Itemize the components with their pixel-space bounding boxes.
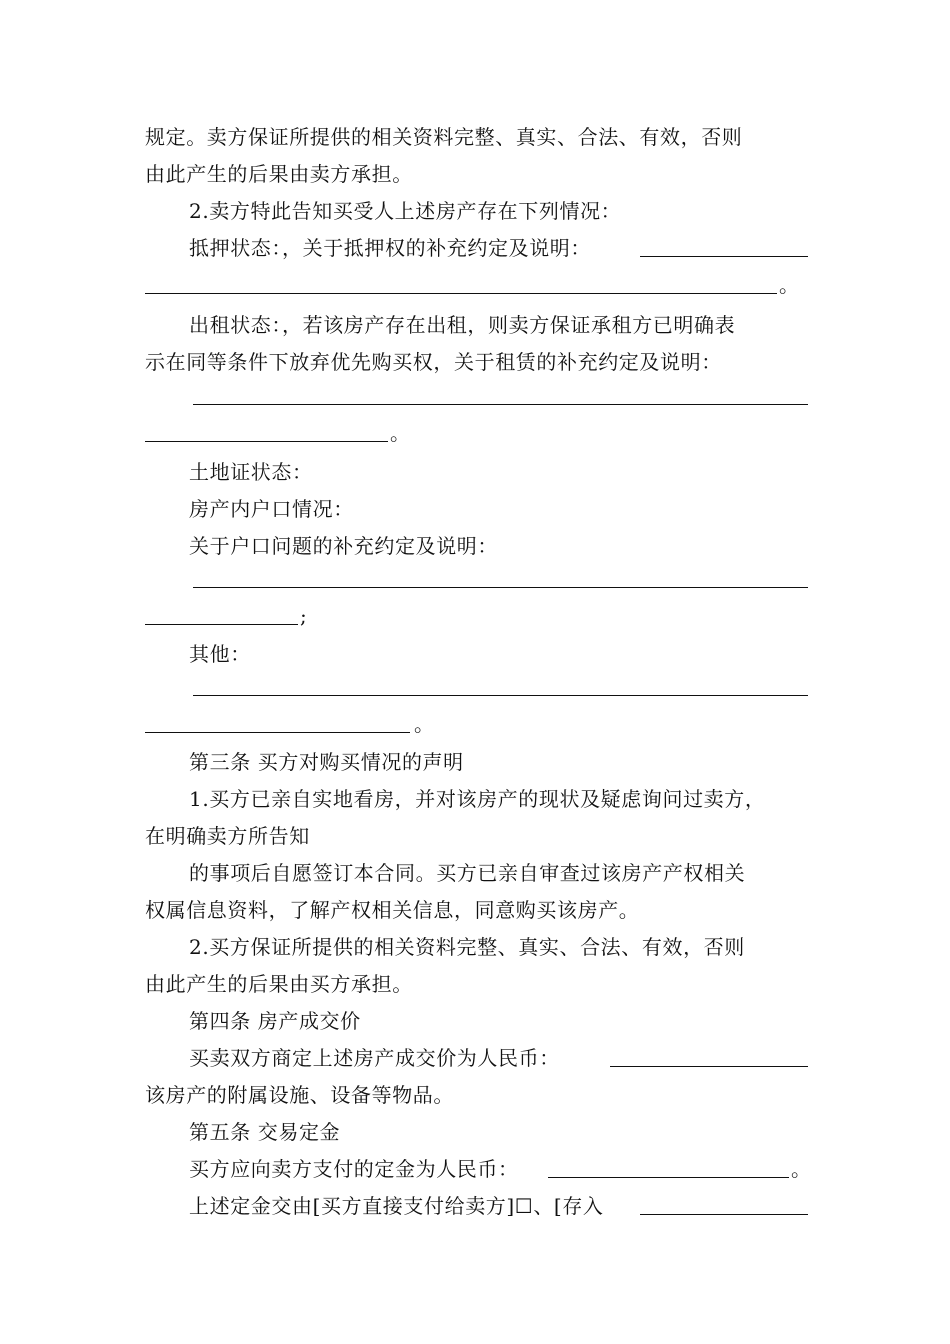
fill-in-blank-lease[interactable] (193, 404, 808, 405)
section-heading: 第四条 房产成交价 (189, 1009, 361, 1033)
text-line: 抵押状态：，关于抵押权的补充约定及说明： (189, 236, 591, 260)
text-line: 在明确卖方所告知 (145, 824, 310, 848)
text-line: 出租状态：，若该房产存在出租，则卖方保证承租方已明确表 (189, 313, 736, 337)
fill-in-blank-household[interactable] (193, 587, 808, 588)
text-line: 买卖双方商定上述房产成交价为人民币： (189, 1046, 560, 1070)
fill-in-blank-other[interactable] (193, 695, 808, 696)
text-line: 。 (414, 712, 434, 736)
fill-in-blank-price[interactable] (610, 1066, 808, 1067)
text-line: 土地证状态： (189, 460, 313, 484)
fill-in-blank-mortgage-continued[interactable] (145, 293, 777, 294)
fill-in-blank-deposit[interactable] (548, 1177, 789, 1178)
text-line: 由此产生的后果由卖方承担。 (145, 162, 413, 186)
section-heading: 第五条 交易定金 (189, 1120, 341, 1144)
text-line: 。 (791, 1157, 811, 1181)
fill-in-blank-other-continued[interactable] (145, 732, 410, 733)
text-line: 买方应向卖方支付的定金为人民币： (189, 1157, 519, 1181)
text-line: 1.买方已亲自实地看房，并对该房产的现状及疑虑询问过卖方， (189, 787, 766, 811)
text-line: 由此产生的后果由买方承担。 (145, 972, 413, 996)
text-line: 规定。卖方保证所提供的相关资料完整、真实、合法、有效，否则 (145, 125, 743, 149)
text-line: 关于户口问题的补充约定及说明： (189, 534, 498, 558)
text-line: 示在同等条件下放弃优先购买权，关于租赁的补充约定及说明： (145, 350, 722, 374)
section-heading: 第三条 买方对购买情况的声明 (189, 750, 464, 774)
text-line: 该房产的附属设施、设备等物品。 (145, 1083, 454, 1107)
fill-in-blank-household-continued[interactable] (145, 624, 298, 625)
text-line: 其他： (189, 642, 251, 666)
fill-in-blank-mortgage[interactable] (640, 256, 808, 257)
text-line: 2.买方保证所提供的相关资料完整、真实、合法、有效，否则 (189, 935, 745, 959)
fill-in-blank-deposit-holder[interactable] (640, 1214, 808, 1215)
text-line: ; (300, 604, 307, 628)
text-line: 。 (390, 421, 410, 445)
fill-in-blank-lease-continued[interactable] (145, 441, 388, 442)
text-line: 2.卖方特此告知买受人上述房产存在下列情况： (189, 199, 622, 223)
text-line: 的事项后自愿签订本合同。买方已亲自审查过该房产产权相关 (189, 861, 746, 885)
text-line: 上述定金交由[买方直接支付给卖方]☐、[存入 (189, 1194, 604, 1218)
text-line: 权属信息资料，了解产权相关信息，同意购买该房产。 (145, 898, 640, 922)
text-line: 房产内户口情况： (189, 497, 354, 521)
text-line: 。 (779, 273, 799, 297)
